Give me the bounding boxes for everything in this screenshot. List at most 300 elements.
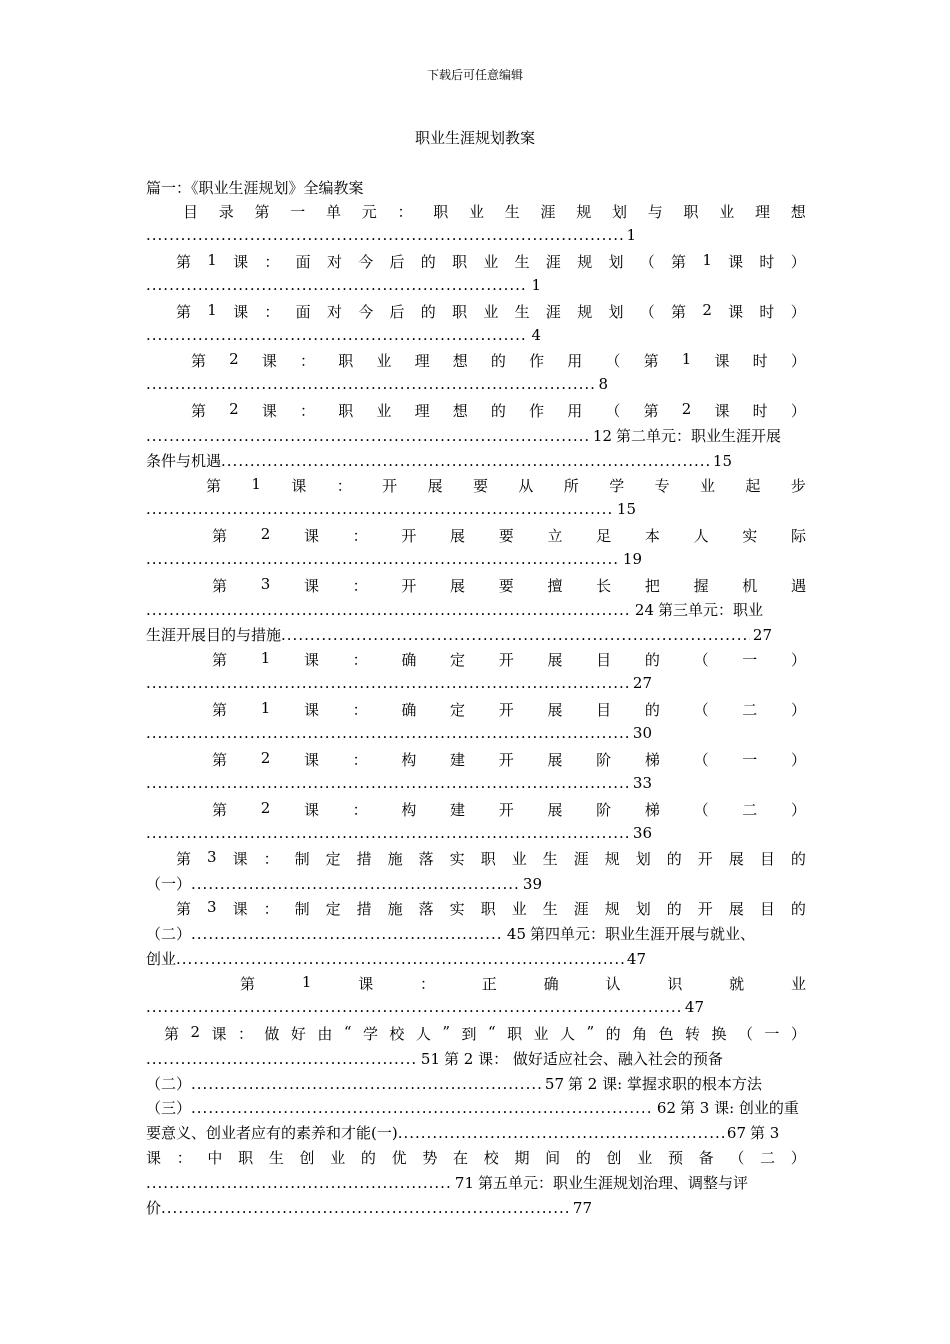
toc-char: 握 [693, 576, 709, 595]
toc-char: 业 [376, 402, 392, 421]
page-number: 33 [632, 773, 652, 792]
toc-entry-text: （二） [146, 1074, 192, 1093]
toc-char: 与 [647, 203, 663, 221]
toc-char: 职 [452, 252, 468, 271]
toc-line [146, 774, 806, 796]
toc-char: 第 [212, 576, 228, 595]
toc-char: 开 [498, 651, 514, 670]
toc-char: 规 [576, 203, 592, 221]
toc-char: ： [352, 800, 368, 819]
toc-char: 1 [681, 350, 692, 369]
toc-char: ） [790, 252, 806, 271]
toc-entry-text: 创业 [146, 950, 177, 968]
page-number: 1 [531, 275, 541, 294]
toc-char: 第 [176, 252, 192, 271]
toc-entry-text: （三） [146, 1099, 192, 1118]
page-number: 47 [684, 997, 704, 1016]
toc-char: ： [352, 701, 368, 719]
toc-char: 规 [604, 900, 620, 919]
toc-char: 二 [760, 1149, 776, 1168]
toc-char: 第 [643, 402, 659, 421]
toc-char: 第 [191, 402, 207, 421]
toc-char: 面 [295, 252, 311, 271]
toc-char: 规 [577, 252, 593, 271]
toc-char: 职 [507, 1024, 523, 1043]
toc-line [146, 599, 806, 621]
toc-char: 转 [685, 1024, 701, 1043]
toc-char: 一 [742, 750, 758, 769]
dot-leader [146, 674, 630, 692]
page-number: 47 [626, 950, 646, 968]
toc-char: “ [343, 1022, 352, 1041]
toc-char: （ [639, 252, 655, 271]
toc-char: 预 [667, 1149, 683, 1168]
toc-char: 职 [433, 203, 449, 221]
dot-leader [146, 724, 630, 742]
toc-char: 课 [261, 402, 277, 421]
toc-char: （ [693, 800, 709, 819]
dot-leader [191, 1099, 654, 1117]
dot-leader [161, 1199, 570, 1217]
toc-line [146, 1097, 806, 1119]
toc-char: ： [176, 1149, 192, 1168]
toc-char: 梯 [644, 750, 660, 769]
toc-entry-text: 第 3 课: 创业的重 [680, 1099, 799, 1118]
toc-char: 第 [212, 526, 228, 545]
toc-char: 开 [498, 800, 514, 819]
toc-char: 职 [683, 203, 699, 221]
dot-leader [146, 276, 528, 294]
toc-char: 起 [745, 476, 761, 495]
toc-line [146, 898, 806, 920]
toc-char: ） [790, 302, 806, 321]
toc-char: （ [693, 750, 709, 769]
toc-line [146, 674, 806, 696]
toc-char: 目 [596, 701, 612, 719]
toc-char: 的 [420, 302, 436, 321]
toc-char: 好 [290, 1024, 306, 1043]
toc-char: 实 [742, 526, 758, 545]
toc-line [146, 923, 806, 945]
toc-char: 的 [605, 1024, 621, 1043]
toc-char: 识 [667, 974, 683, 993]
toc-char: 3 [207, 848, 217, 867]
dot-leader [191, 925, 504, 943]
toc-char: 时 [759, 302, 775, 321]
toc-char: 用 [567, 402, 583, 421]
toc-char: 色 [658, 1024, 674, 1043]
page-number: 36 [632, 823, 652, 842]
toc-char: 课 [211, 1024, 227, 1043]
toc-entry-text: 条件与机遇 [146, 452, 222, 470]
toc-char: 涯 [573, 850, 589, 869]
toc-char: 的 [644, 701, 660, 719]
toc-char: 到 [461, 1024, 477, 1043]
toc-line [146, 624, 806, 646]
toc-char: 定 [450, 701, 466, 719]
toc-char: 把 [644, 576, 660, 595]
toc-char: 职 [238, 1149, 254, 1168]
toc-char: （ [729, 1149, 745, 1168]
toc-entry-text: 要意义、创业者应有的素养和才能(一) [146, 1124, 398, 1143]
toc-char: 展 [547, 701, 563, 719]
toc-char: 业 [511, 850, 527, 869]
toc-char: 1 [251, 474, 261, 493]
toc-char: （ [605, 352, 621, 371]
toc-char: 第 [671, 302, 687, 321]
toc-char: 课 [261, 352, 277, 371]
toc-char: ： [352, 576, 368, 595]
page-number: 51 [420, 1049, 440, 1068]
toc-line [146, 500, 806, 522]
toc-char: 1 [260, 699, 271, 717]
toc-char: 由 [317, 1024, 333, 1043]
toc-char: 际 [790, 526, 806, 545]
toc-line [146, 724, 806, 746]
toc-char: 学 [609, 476, 625, 495]
toc-char: “ [487, 1022, 496, 1041]
toc-char: 措 [356, 900, 372, 919]
section-subtitle: 篇一：《职业生涯规划》全编教案 [146, 179, 364, 197]
toc-char: 第 [212, 800, 228, 819]
dot-leader [146, 774, 630, 792]
toc-char: 开 [498, 701, 514, 719]
toc-line [146, 749, 806, 771]
toc-char: 业 [511, 900, 527, 919]
toc-char: 展 [728, 850, 744, 869]
toc-char: 划 [612, 203, 628, 221]
toc-char: 课 [233, 302, 249, 321]
toc-char: 课 [232, 900, 248, 919]
toc-char: 目 [759, 850, 775, 869]
toc-char: 开 [697, 900, 713, 919]
toc-char: 课 [232, 850, 248, 869]
toc-char: 间 [545, 1149, 561, 1168]
toc-char: 的 [666, 900, 682, 919]
toc-char: 业 [483, 252, 499, 271]
page-header: 下载后可任意编辑 [426, 68, 523, 82]
toc-char: 二 [742, 800, 758, 819]
page-number: 71 [454, 1174, 474, 1193]
page-number: 15 [712, 452, 732, 470]
toc-char: 录 [218, 203, 234, 221]
toc-line [146, 201, 806, 223]
toc-char: 施 [387, 900, 403, 919]
toc-entry-text: 第三单元：职业 [658, 601, 764, 620]
toc-char: 今 [358, 252, 374, 271]
toc-char: 展 [728, 900, 744, 919]
toc-char: 措 [356, 850, 372, 869]
toc-char: 一 [764, 1024, 780, 1043]
toc-char: 的 [790, 850, 806, 869]
toc-line [146, 873, 806, 895]
toc-char: 要 [472, 476, 488, 495]
toc-line [146, 1172, 806, 1194]
toc-line [146, 848, 806, 870]
toc-char: 业 [637, 1149, 653, 1168]
toc-char: 业 [469, 203, 485, 221]
toc-char: ” [586, 1022, 595, 1041]
toc-char: 创 [606, 1149, 622, 1168]
toc-char: 涯 [545, 252, 561, 271]
toc-char: 对 [326, 302, 342, 321]
toc-char: 业 [700, 476, 716, 495]
toc-char: 确 [401, 701, 417, 719]
toc-char: 认 [605, 974, 621, 993]
toc-char: 展 [450, 576, 466, 595]
toc-char: 职 [338, 402, 354, 421]
toc-char: 业 [483, 302, 499, 321]
toc-line [146, 550, 806, 572]
toc-char: 第 [254, 203, 270, 221]
toc-char: 施 [387, 850, 403, 869]
toc-char: 时 [759, 252, 775, 271]
toc-char: 课 [303, 701, 319, 719]
toc-char: ） [790, 651, 806, 670]
toc-char: 开 [498, 750, 514, 769]
toc-line [146, 699, 806, 721]
toc-char: 阶 [596, 750, 612, 769]
toc-char: 2 [260, 798, 271, 817]
toc-line [146, 350, 806, 372]
toc-char: 理 [755, 203, 771, 221]
dot-leader [146, 427, 590, 445]
toc-char: 的 [575, 1149, 591, 1168]
toc-char: 中 [207, 1149, 223, 1168]
dot-leader [281, 626, 750, 644]
toc-char: 2 [190, 1022, 201, 1041]
toc-char: 3 [207, 898, 217, 917]
toc-char: 作 [529, 402, 545, 421]
toc-char: 开 [697, 850, 713, 869]
toc-char: 制 [294, 900, 310, 919]
toc-line [146, 575, 806, 597]
toc-char: 课 [303, 651, 319, 670]
toc-char: 课 [303, 800, 319, 819]
toc-char: 第 [176, 900, 192, 919]
toc-char: 1 [207, 250, 217, 269]
toc-entry-text: （一） [146, 875, 192, 894]
toc-line [146, 326, 806, 348]
toc-char: 本 [644, 526, 660, 545]
toc-char: 实 [449, 900, 465, 919]
dot-leader [146, 550, 620, 568]
page-number: 27 [752, 626, 772, 645]
toc-char: ： [397, 203, 413, 221]
toc-char: ） [790, 701, 806, 719]
toc-char: 正 [481, 974, 497, 993]
toc-line [146, 450, 806, 472]
toc-char: 学 [362, 1024, 378, 1043]
toc-char: 校 [389, 1024, 405, 1043]
page-number: 30 [632, 723, 652, 742]
toc-char: 课 [146, 1149, 162, 1168]
toc-char: 课 [303, 576, 319, 595]
toc-char: 职 [480, 900, 496, 919]
page-number: 15 [616, 499, 636, 518]
toc-line [146, 1122, 806, 1144]
toc-char: 的 [420, 252, 436, 271]
toc-char: 要 [498, 526, 514, 545]
toc-char: 用 [567, 352, 583, 371]
toc-char: 第 [206, 476, 222, 495]
toc-char: 划 [635, 900, 651, 919]
toc-char: 业 [719, 203, 735, 221]
toc-line [146, 226, 806, 248]
page-number: 77 [572, 1199, 592, 1217]
toc-char: 定 [325, 900, 341, 919]
toc-char: 划 [608, 252, 624, 271]
toc-char: 的 [666, 850, 682, 869]
toc-line [146, 1147, 806, 1169]
toc-char: （ [737, 1024, 753, 1043]
toc-char: 一 [742, 651, 758, 670]
toc-char: 1 [702, 250, 712, 269]
toc-char: 第 [240, 974, 256, 993]
toc-char: ： [264, 252, 280, 271]
toc-line [146, 525, 806, 547]
toc-char: 第 [212, 701, 228, 719]
toc-char: ： [336, 476, 352, 495]
toc-char: 备 [698, 1149, 714, 1168]
toc-char: 涯 [573, 900, 589, 919]
toc-char: 人 [560, 1024, 576, 1043]
toc-char: 2 [681, 400, 692, 419]
dot-leader [146, 1174, 452, 1192]
toc-char: 角 [632, 1024, 648, 1043]
toc-char: 构 [401, 750, 417, 769]
toc-char: 想 [790, 203, 806, 221]
toc-char: ： [263, 900, 279, 919]
toc-char: 对 [326, 252, 342, 271]
toc-char: 2 [260, 524, 271, 543]
toc-char: 理 [414, 402, 430, 421]
toc-char: 建 [450, 800, 466, 819]
toc-char: 2 [702, 300, 712, 319]
toc-char: 1 [260, 649, 271, 668]
toc-entry-text: 生涯开展目的与措施 [146, 626, 282, 645]
page-number: 62 [656, 1099, 676, 1118]
toc-char: ） [790, 1149, 806, 1168]
toc-char: 1 [301, 972, 312, 991]
page-number: 45 [506, 925, 526, 944]
toc-char: 第 [164, 1024, 180, 1043]
toc-char: 所 [563, 476, 579, 495]
toc-line [146, 998, 806, 1020]
toc-char: ： [237, 1024, 253, 1043]
toc-char: 今 [358, 302, 374, 321]
toc-char: 业 [376, 352, 392, 371]
toc-char: 开 [401, 576, 417, 595]
toc-char: 规 [604, 850, 620, 869]
toc-char: 课 [291, 476, 307, 495]
toc-char: 2 [229, 350, 239, 369]
toc-line [146, 276, 806, 298]
dot-leader [146, 601, 632, 619]
dot-leader [191, 1075, 542, 1093]
toc-char: 定 [450, 651, 466, 670]
toc-char: 落 [418, 850, 434, 869]
page-number: 19 [622, 549, 642, 568]
toc-char: 时 [752, 402, 768, 421]
toc-entry-text: 第二单元：职业生涯开展 [616, 427, 782, 446]
toc-char: 课 [303, 526, 319, 545]
toc-char: 规 [577, 302, 593, 321]
dot-leader [146, 326, 528, 344]
page-number: 39 [522, 875, 542, 894]
page-number: 57 [544, 1074, 564, 1093]
toc-char: ） [790, 800, 806, 819]
page-number: 27 [632, 674, 652, 693]
toc-char: 第 [176, 302, 192, 321]
toc-char: 梯 [644, 800, 660, 819]
dot-leader [146, 226, 623, 244]
toc-entry-text: 第五单元：职业生涯规划治理、调整与评 [478, 1174, 749, 1193]
toc-line [146, 475, 806, 497]
toc-char: 业 [533, 1024, 549, 1043]
toc-char: 职 [480, 850, 496, 869]
toc-char: 的 [490, 402, 506, 421]
dot-leader [191, 875, 520, 893]
dot-leader [146, 375, 595, 393]
toc-char: 课 [358, 974, 374, 993]
toc-char: 2 [260, 748, 271, 767]
toc-char: 第 [176, 850, 192, 869]
page-number: 4 [531, 325, 541, 344]
toc-char: ： [264, 302, 280, 321]
toc-char: 职 [338, 352, 354, 371]
toc-char: 理 [414, 352, 430, 371]
toc-char: 就 [729, 974, 745, 993]
toc-char: 开 [401, 526, 417, 545]
toc-char: 的 [490, 352, 506, 371]
toc-line [146, 400, 806, 422]
toc-char: 步 [790, 476, 806, 495]
toc-char: 确 [401, 651, 417, 670]
toc-char: 课 [303, 750, 319, 769]
toc-char: 做 [264, 1024, 280, 1043]
toc-char: 建 [450, 750, 466, 769]
toc-char: ： [300, 352, 316, 371]
toc-char: ： [420, 974, 436, 993]
toc-char: 面 [295, 302, 311, 321]
toc-char: 第 [191, 352, 207, 371]
toc-char: 业 [330, 1149, 346, 1168]
toc-char: 立 [547, 526, 563, 545]
toc-char: 在 [453, 1149, 469, 1168]
dot-leader [398, 1124, 724, 1142]
toc-char: 制 [294, 850, 310, 869]
toc-char: 课 [714, 352, 730, 371]
toc-line [146, 301, 806, 323]
toc-char: 2 [229, 400, 239, 419]
toc-char: 换 [711, 1024, 727, 1043]
toc-char: 人 [415, 1024, 431, 1043]
toc-char: 业 [790, 974, 806, 993]
toc-char: 展 [450, 526, 466, 545]
toc-char: 开 [382, 476, 398, 495]
toc-char: 展 [547, 651, 563, 670]
toc-entry-text: 第 2 课： 做好适应社会、融入社会的预备 [444, 1049, 723, 1068]
toc-char: 展 [547, 800, 563, 819]
toc-line [146, 1023, 806, 1045]
toc-char: 校 [483, 1149, 499, 1168]
toc-char: 3 [260, 574, 271, 593]
toc-char: 作 [529, 352, 545, 371]
toc-entry-text: （二） [146, 925, 192, 944]
toc-char: 元 [361, 203, 377, 221]
toc-char: 长 [596, 576, 612, 595]
